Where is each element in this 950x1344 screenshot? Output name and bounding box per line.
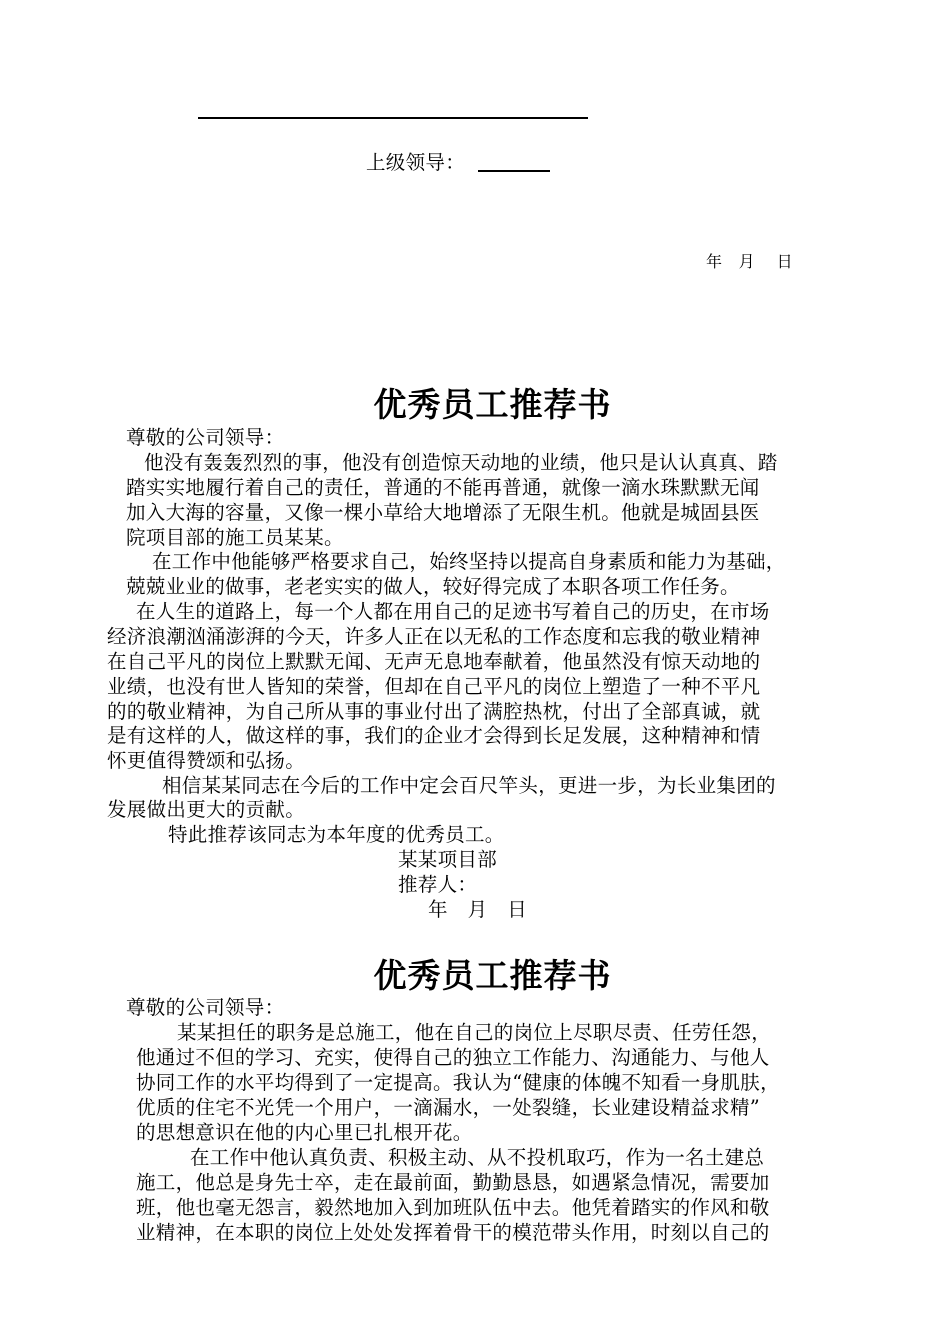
letter2-salutation: 尊敬的公司领导： (126, 996, 285, 1019)
superior-label: 上级领导： (366, 151, 466, 174)
letter1-salutation: 尊敬的公司领导： (126, 426, 285, 449)
letter1-signature-date: 年 月 日 (428, 898, 528, 921)
letter1-line: 加入大海的容量，又像一棵小草给大地增添了无限生机。他就是城固县医 (126, 501, 760, 524)
letter1-signature-dept: 某某项目部 (398, 848, 498, 871)
letter1-line: 兢兢业业的做事，老老实实的做人，较好得完成了本职各项工作任务。 (126, 575, 740, 598)
letter2-title: 优秀员工推荐书 (373, 956, 612, 995)
letter1-line: 怀更值得赞颂和弘扬。 (107, 749, 306, 772)
letter1-title: 优秀员工推荐书 (373, 385, 612, 424)
letter2-line: 施工，他总是身先士卒，走在最前面，勤勤恳恳，如遇紧急情况，需要加 (136, 1171, 770, 1194)
letter1-line: 的的敬业精神，为自己所从事的事业付出了满腔热枕，付出了全部真诚，就 (107, 700, 761, 723)
letter1-line: 在人生的道路上，每一个人都在用自己的足迹书写着自己的历史，在市场 (136, 600, 770, 623)
letter2-line: 班，他也毫无怨言，毅然地加入到加班队伍中去。他凭着踏实的作风和敬 (136, 1196, 770, 1219)
letter1-line: 在工作中他能够严格要求自己，始终坚持以提高自身素质和能力为基础， (152, 550, 786, 573)
letter2-line: 他通过不但的学习、充实，使得自己的独立工作能力、沟通能力、与他人 (136, 1046, 770, 1069)
letter2-line: 协同工作的水平均得到了一定提高。我认为“健康的体魄不知看一身肌肤， (136, 1071, 780, 1094)
letter1-line: 相信某某同志在今后的工作中定会百尺竿头，更进一步，为长业集团的 (162, 774, 776, 797)
letter1-line: 特此推荐该同志为本年度的优秀员工。 (168, 823, 505, 846)
letter1-line: 经济浪潮汹涌澎湃的今天，许多人正在以无私的工作态度和忘我的敬业精神 (107, 625, 761, 648)
superior-blank-line (478, 170, 550, 172)
signature-line (198, 117, 588, 119)
letter1-line: 踏实实地履行着自己的责任，普通的不能再普通，就像一滴水珠默默无闻 (126, 476, 760, 499)
header-date: 年 月 日 (706, 252, 793, 271)
letter1-signature-recommender: 推荐人： (398, 873, 478, 896)
letter1-line: 他没有轰轰烈烈的事，他没有创造惊天动地的业绩，他只是认认真真、踏 (144, 451, 778, 474)
letter1-line: 业绩，也没有世人皆知的荣誉，但却在自己平凡的岗位上塑造了一种不平凡 (107, 675, 761, 698)
letter1-line: 是有这样的人，做这样的事，我们的企业才会得到长足发展，这种精神和情 (107, 724, 761, 747)
letter1-line: 院项目部的施工员某某。 (126, 526, 344, 549)
letter2-line: 在工作中他认真负责、积极主动、从不投机取巧，作为一名土建总 (190, 1146, 765, 1169)
letter2-line: 的思想意识在他的内心里已扎根开花。 (136, 1121, 473, 1144)
letter2-line: 业精神，在本职的岗位上处处发挥着骨干的模范带头作用，时刻以自己的 (136, 1221, 770, 1244)
letter1-line: 在自己平凡的岗位上默默无闻、无声无息地奉献着，他虽然没有惊天动地的 (107, 650, 761, 673)
letter1-line: 发展做出更大的贡献。 (107, 798, 306, 821)
letter2-line: 某某担任的职务是总施工，他在自己的岗位上尽职尽责、任劳任怨， (177, 1021, 772, 1044)
letter2-line: 优质的住宅不光凭一个用户，一滴漏水，一处裂缝，长业建设精益求精” (136, 1096, 761, 1119)
